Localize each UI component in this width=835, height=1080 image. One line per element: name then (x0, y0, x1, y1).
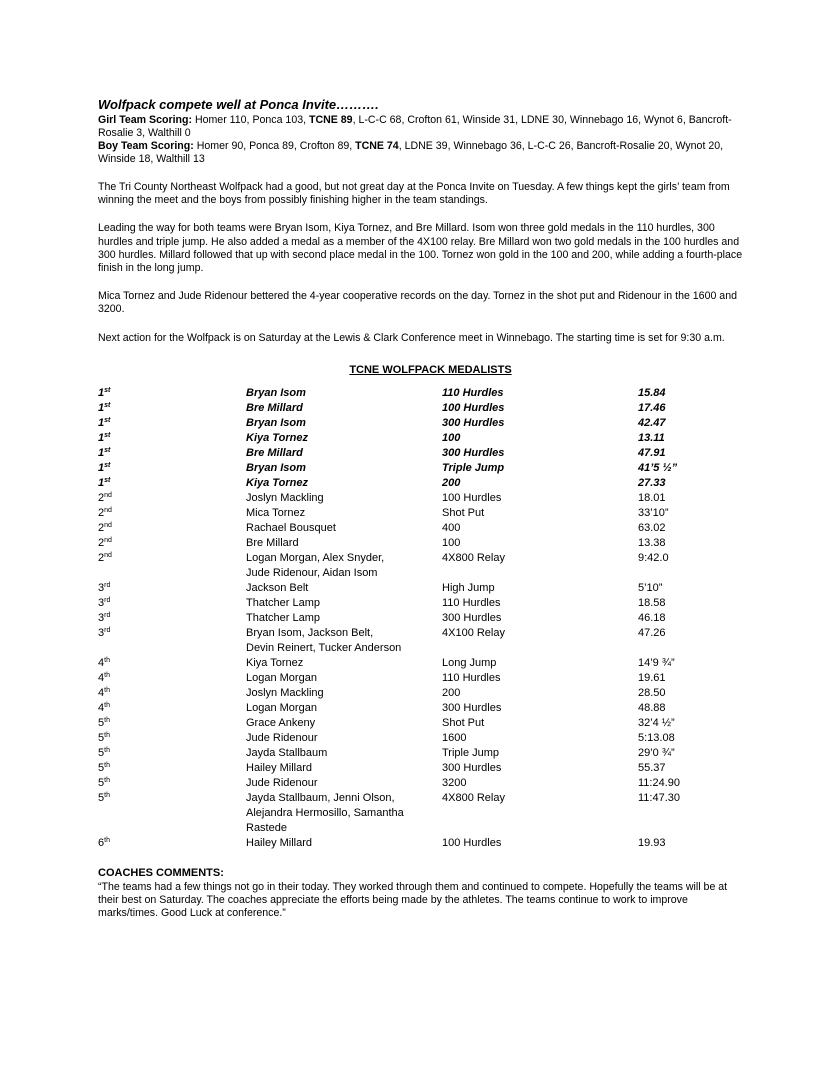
mark-cell: 63.02 (638, 522, 666, 534)
place-number: 3 (98, 582, 105, 594)
place-suffix: th (104, 792, 110, 799)
place-suffix: th (104, 777, 110, 784)
athlete-cell (246, 461, 442, 476)
mark-cell: 48.88 (638, 702, 666, 714)
table-row (98, 506, 743, 521)
place-suffix: th (104, 702, 110, 709)
paragraph-leaders: Leading the way for both teams were Bryan Isom, Kiya Tornez, and Bre Millard. Isom won three gold medals in the 110 hurdles, 300 hurdles and triple jump. He also added a medal as a member of the 4X100 relay. Bre Millard won two gold medals in the 100 hurdles and 300 hurdles. Millard followed that up with second place medal in the 100. Tornez won gold in the 100 and 200, while adding a fourth-place finish in the long jump. (98, 222, 743, 275)
girls-scoring-label: Girl Team Scoring: (98, 114, 192, 126)
place-suffix: st (104, 462, 111, 469)
place-cell (98, 581, 246, 596)
mark-cell: 5’10” (638, 582, 663, 594)
event-cell: 300 Hurdles (442, 702, 502, 714)
athlete-name: Jude Ridenour (246, 777, 318, 789)
place-cell (98, 671, 246, 686)
table-row (98, 581, 743, 596)
girls-scoring-post: , L-C-C 68, Crofton 61, Winside 31, LDNE 30, Winnebago 16, Wynot 6, Bancroft-Rosalie 3, Walthill 0 (98, 114, 732, 139)
table-row (98, 626, 743, 656)
mark-cell: 41’5 ½” (638, 462, 678, 474)
boys-team-scoring (98, 140, 743, 166)
mark-cell: 19.61 (638, 672, 666, 684)
place-number: 1 (98, 417, 105, 429)
athlete-name: Bryan Isom, Jackson Belt, (246, 627, 374, 639)
athlete-cell (246, 776, 442, 791)
paragraph-intro: The Tri County Northeast Wolfpack had a good, but not great day at the Ponca Invite on Tuesday. A few things kept the girls’ team from winning the meet and the boys from possibly finishing higher in the team standings. (98, 181, 730, 207)
table-row (98, 746, 743, 761)
place-suffix: th (104, 657, 110, 664)
athlete-cell (246, 551, 442, 581)
place-number: 5 (98, 792, 105, 804)
athlete-cell (246, 701, 442, 716)
boys-scoring-post: , LDNE 39, Winnebago 36, L-C-C 26, Bancroft-Rosalie 20, Wynot 20, Winside 18, Walthill 13 (98, 140, 724, 165)
place-cell (98, 836, 246, 851)
event-cell: 110 Hurdles (442, 672, 501, 684)
table-row (98, 401, 743, 416)
place-cell (98, 401, 246, 416)
place-cell (98, 521, 246, 536)
athlete-name: Kiya Tornez (246, 477, 308, 489)
girls-scoring-pre: Homer 110, Ponca 103, (192, 114, 309, 126)
place-suffix: rd (104, 582, 111, 589)
athlete-name: Grace Ankeny (246, 717, 316, 729)
athlete-cell (246, 791, 442, 836)
place-number: 3 (98, 597, 105, 609)
athlete-name-continued: Alejandra Hermosillo, Samantha Rastede (246, 807, 404, 834)
place-number: 1 (98, 432, 105, 444)
athlete-cell (246, 581, 442, 596)
place-suffix: st (104, 432, 111, 439)
place-number: 2 (98, 492, 105, 504)
athlete-cell (246, 686, 442, 701)
place-suffix: th (104, 732, 110, 739)
event-cell: Shot Put (442, 507, 485, 519)
table-row (98, 731, 743, 746)
table-row (98, 536, 743, 551)
mark-cell: 42.47 (638, 417, 666, 429)
place-suffix: th (104, 717, 110, 724)
place-number: 4 (98, 657, 105, 669)
boys-scoring-pre: Homer 90, Ponca 89, Crofton 89, (193, 140, 356, 152)
place-suffix: th (104, 687, 110, 694)
place-number: 1 (98, 462, 105, 474)
place-cell (98, 791, 246, 836)
table-row (98, 716, 743, 731)
athlete-cell (246, 416, 442, 431)
event-cell: 100 Hurdles (442, 402, 505, 414)
event-cell: Long Jump (442, 657, 497, 669)
athlete-cell (246, 491, 442, 506)
place-suffix: st (104, 417, 111, 424)
athlete-cell (246, 761, 442, 776)
athlete-name: Joslyn Mackling (246, 492, 324, 504)
mark-cell: 18.01 (638, 492, 666, 504)
place-number: 1 (98, 387, 105, 399)
place-cell (98, 626, 246, 656)
place-number: 1 (98, 402, 105, 414)
event-cell: 100 (442, 432, 461, 444)
coaches-comments-heading: COACHES COMMENTS: (98, 867, 224, 879)
event-cell: 100 Hurdles (442, 837, 502, 849)
mark-cell: 11:24.90 (638, 777, 681, 789)
place-suffix: nd (104, 552, 112, 559)
place-cell (98, 476, 246, 491)
mark-cell: 13.38 (638, 537, 666, 549)
mark-cell: 11:47.30 (638, 792, 681, 804)
event-cell: 110 Hurdles (442, 387, 504, 399)
athlete-name: Logan Morgan (246, 672, 317, 684)
table-row (98, 761, 743, 776)
athlete-name: Joslyn Mackling (246, 687, 324, 699)
event-cell: 3200 (442, 777, 467, 789)
table-row (98, 701, 743, 716)
place-number: 6 (98, 837, 105, 849)
athlete-cell (246, 611, 442, 626)
place-cell (98, 731, 246, 746)
mark-cell: 27.33 (638, 477, 666, 489)
table-row (98, 491, 743, 506)
place-cell (98, 431, 246, 446)
place-cell (98, 761, 246, 776)
athlete-name: Thatcher Lamp (246, 597, 320, 609)
mark-cell: 15.84 (638, 387, 666, 399)
athlete-cell (246, 521, 442, 536)
place-cell (98, 416, 246, 431)
place-suffix: th (104, 837, 110, 844)
table-row (98, 836, 743, 851)
place-number: 2 (98, 522, 105, 534)
table-row (98, 446, 743, 461)
table-row (98, 386, 743, 401)
document-page (98, 97, 743, 920)
athlete-name: Rachael Bousquet (246, 522, 336, 534)
athlete-name: Kiya Tornez (246, 657, 304, 669)
mark-cell: 18.58 (638, 597, 666, 609)
place-number: 2 (98, 552, 105, 564)
paragraph-next-action: Next action for the Wolfpack is on Saturday at the Lewis & Clark Conference meet in Winnebago. The starting time is set for 9:30 a.m. (98, 331, 725, 344)
event-cell: 300 Hurdles (442, 762, 502, 774)
place-number: 5 (98, 777, 105, 789)
place-number: 2 (98, 507, 105, 519)
article-title: Wolfpack compete well at Ponca Invite………. (98, 97, 379, 112)
place-number: 1 (98, 477, 105, 489)
event-cell: 4X800 Relay (442, 792, 505, 804)
girls-scoring-tcne: TCNE 89 (309, 114, 353, 126)
place-suffix: rd (104, 627, 111, 634)
coaches-comments (98, 867, 743, 921)
mark-cell: 55.37 (638, 762, 666, 774)
table-row (98, 671, 743, 686)
table-row (98, 416, 743, 431)
athlete-cell (246, 731, 442, 746)
athlete-name: Jayda Stallbaum, Jenni Olson, (246, 792, 395, 804)
place-suffix: th (104, 747, 110, 754)
athlete-name-continued: Jude Ridenour, Aidan Isom (246, 567, 378, 579)
place-suffix: st (104, 477, 111, 484)
place-cell (98, 686, 246, 701)
place-suffix: st (104, 402, 111, 409)
place-number: 5 (98, 717, 105, 729)
athlete-cell (246, 476, 442, 491)
athlete-cell (246, 596, 442, 611)
athlete-cell (246, 626, 442, 656)
place-cell (98, 386, 246, 401)
athlete-name: Logan Morgan, Alex Snyder, (246, 552, 385, 564)
place-suffix: th (104, 672, 110, 679)
athlete-name: Hailey Millard (246, 762, 313, 774)
event-cell: 100 (442, 537, 461, 549)
place-cell (98, 491, 246, 506)
athlete-cell (246, 746, 442, 761)
place-number: 3 (98, 612, 105, 624)
athlete-cell (246, 536, 442, 551)
place-number: 5 (98, 762, 105, 774)
place-cell (98, 656, 246, 671)
table-row (98, 521, 743, 536)
athlete-cell (246, 671, 442, 686)
athlete-cell (246, 656, 442, 671)
table-row (98, 476, 743, 491)
place-cell (98, 551, 246, 581)
mark-cell: 33’10” (638, 507, 669, 519)
mark-cell: 29’0 ¾” (638, 747, 675, 759)
athlete-name: Hailey Millard (246, 837, 313, 849)
place-cell (98, 716, 246, 731)
mark-cell: 14’9 ¾” (638, 657, 675, 669)
table-row (98, 551, 743, 581)
table-row (98, 686, 743, 701)
mark-cell: 5:13.08 (638, 732, 675, 744)
athlete-name: Bryan Isom (246, 387, 306, 399)
athlete-name: Bre Millard (246, 402, 303, 414)
boys-scoring-tcne: TCNE 74 (355, 140, 399, 152)
mark-cell: 46.18 (638, 612, 666, 624)
event-cell: 100 Hurdles (442, 492, 502, 504)
athlete-name: Jude Ridenour (246, 732, 318, 744)
girls-team-scoring (98, 114, 743, 140)
athlete-cell (246, 506, 442, 521)
place-suffix: st (104, 447, 111, 454)
event-cell: 300 Hurdles (442, 612, 502, 624)
place-cell (98, 776, 246, 791)
event-cell: 400 (442, 522, 461, 534)
place-cell (98, 536, 246, 551)
boys-scoring-label: Boy Team Scoring: (98, 140, 194, 152)
athlete-name: Bre Millard (246, 537, 299, 549)
mark-cell: 19.93 (638, 837, 666, 849)
event-cell: 300 Hurdles (442, 447, 505, 459)
table-row (98, 656, 743, 671)
medalists-table (98, 386, 743, 851)
athlete-name: Bryan Isom (246, 417, 306, 429)
event-cell: 110 Hurdles (442, 597, 501, 609)
event-cell: 200 (442, 687, 461, 699)
event-cell: 300 Hurdles (442, 417, 505, 429)
athlete-name-continued: Devin Reinert, Tucker Anderson (246, 642, 402, 654)
athlete-name: Kiya Tornez (246, 432, 308, 444)
place-cell (98, 446, 246, 461)
place-number: 3 (98, 627, 105, 639)
athlete-cell (246, 386, 442, 401)
place-suffix: nd (104, 537, 112, 544)
table-row (98, 461, 743, 476)
place-cell (98, 746, 246, 761)
athlete-name: Thatcher Lamp (246, 612, 320, 624)
place-suffix: st (104, 387, 111, 394)
event-cell: Shot Put (442, 717, 485, 729)
place-suffix: rd (104, 612, 111, 619)
event-cell: 1600 (442, 732, 467, 744)
athlete-cell (246, 836, 442, 851)
athlete-name: Mica Tornez (246, 507, 306, 519)
place-suffix: th (104, 762, 110, 769)
place-number: 5 (98, 732, 105, 744)
place-cell (98, 701, 246, 716)
place-cell (98, 506, 246, 521)
table-row (98, 596, 743, 611)
athlete-cell (246, 446, 442, 461)
medalists-table-body (98, 386, 743, 851)
table-row (98, 431, 743, 446)
event-cell: 200 (442, 477, 461, 489)
athlete-name: Jackson Belt (246, 582, 309, 594)
mark-cell: 13.11 (638, 432, 665, 444)
athlete-cell (246, 431, 442, 446)
table-row (98, 791, 743, 836)
place-cell (98, 461, 246, 476)
paragraph-records: Mica Tornez and Jude Ridenour bettered the 4-year cooperative records on the day. Tornez in the shot put and Ridenour in the 1600 and 3200. (98, 290, 737, 316)
medalists-heading: TCNE WOLFPACK MEDALISTS (349, 363, 512, 376)
event-cell: 4X100 Relay (442, 627, 505, 639)
place-suffix: nd (104, 522, 112, 529)
coaches-comments-text: “The teams had a few things not go in their today. They worked through them and continued to compete. Hopefully the teams will be at their best on Saturday. The coaches appreciate the efforts being made by the athletes. The teams continue to work to improve marks/times. Good Luck at conference.” (98, 881, 728, 920)
place-number: 4 (98, 687, 105, 699)
place-number: 2 (98, 537, 105, 549)
event-cell: Triple Jump (442, 462, 505, 474)
place-number: 1 (98, 447, 105, 459)
event-cell: High Jump (442, 582, 495, 594)
mark-cell: 32’4 ½” (638, 717, 675, 729)
mark-cell: 17.46 (638, 402, 666, 414)
place-suffix: rd (104, 597, 111, 604)
place-cell (98, 611, 246, 626)
place-number: 4 (98, 672, 105, 684)
event-cell: Triple Jump (442, 747, 500, 759)
athlete-name: Bryan Isom (246, 462, 306, 474)
athlete-name: Logan Morgan (246, 702, 317, 714)
place-number: 5 (98, 747, 105, 759)
place-number: 4 (98, 702, 105, 714)
athlete-cell (246, 716, 442, 731)
mark-cell: 9:42.0 (638, 552, 669, 564)
mark-cell: 28.50 (638, 687, 666, 699)
athlete-name: Jayda Stallbaum (246, 747, 328, 759)
athlete-cell (246, 401, 442, 416)
table-row (98, 611, 743, 626)
mark-cell: 47.26 (638, 627, 666, 639)
mark-cell: 47.91 (638, 447, 666, 459)
table-row (98, 776, 743, 791)
event-cell: 4X800 Relay (442, 552, 505, 564)
place-cell (98, 596, 246, 611)
athlete-name: Bre Millard (246, 447, 303, 459)
place-suffix: nd (104, 492, 112, 499)
place-suffix: nd (104, 507, 112, 514)
